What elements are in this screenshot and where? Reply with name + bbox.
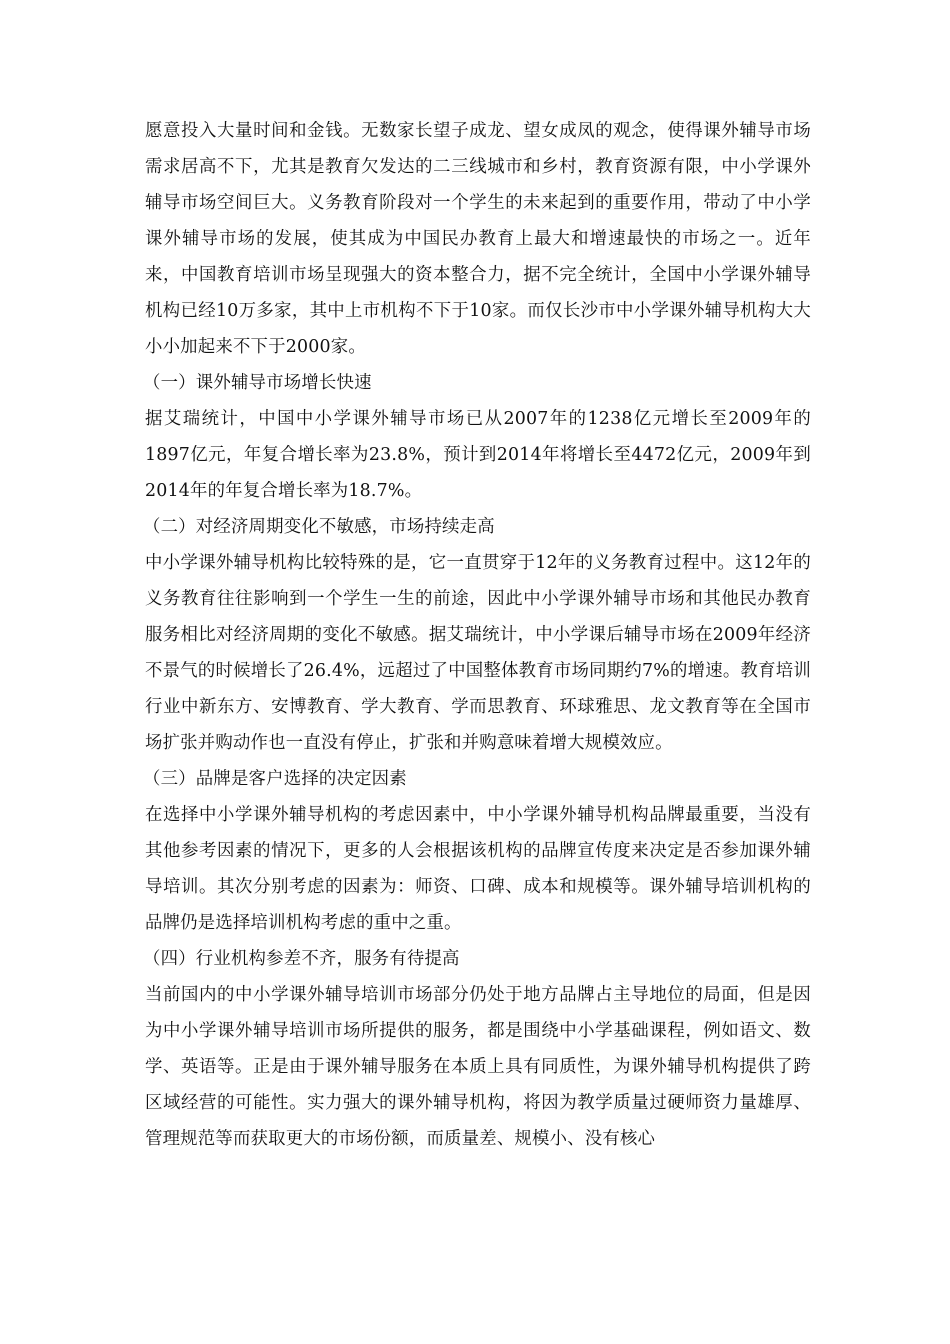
section-heading-3: （三）品牌是客户选择的决定因素 (143, 769, 407, 789)
paragraph-intro: 愿意投入大量时间和金钱。无数家长望子成龙、望女成凤的观念，使得课外辅导市场需求居高不下，尤其是教育欠发达的二三线城市和乡村，教育资源有限，中小学课外辅导市场空间巨大。义务教育阶段对一个学生的未来起到的重要作用，带动了中小学课外辅导市场的发展，使其成为中国民办教育上最大和增速最快的市场之一。近年来，中国教育培训市场呈现强大的资本整合力，据不完全统计，全国中小学课外辅导机构已经10万多家，其中上市机构不下于10家。而仅长沙市中小学课外辅导机构大大小小加起来不下于2000家。 (145, 121, 811, 357)
document-body (145, 113, 811, 1157)
paragraph-brand: 在选择中小学课外辅导机构的考虑因素中，中小学课外辅导机构品牌最重要，当没有其他参考因素的情况下，更多的人会根据该机构的品牌宣传度来决定是否参加课外辅导培训。其次分别考虑的因素为：师资、口碑、成本和规模等。课外辅导培训机构的品牌仍是选择培训机构考虑的重中之重。 (145, 805, 811, 933)
paragraph-growth: 据艾瑞统计，中国中小学课外辅导市场已从2007年的1238亿元增长至2009年的1897亿元，年复合增长率为23.8%，预计到2014年将增长至4472亿元，2009年到2014年的年复合增长率为18.7%。 (145, 409, 811, 501)
section-heading-1: （一）课外辅导市场增长快速 (143, 373, 372, 393)
paragraph-industry: 当前国内的中小学课外辅导培训市场部分仍处于地方品牌占主导地位的局面，但是因为中小学课外辅导培训市场所提供的服务，都是围绕中小学基础课程，例如语文、数学、英语等。正是由于课外辅导服务在本质上具有同质性，为课外辅导机构提供了跨区域经营的可能性。实力强大的课外辅导机构，将因为教学质量过硬师资力量雄厚、管理规范等而获取更大的市场份额，而质量差、规模小、没有核心 (145, 985, 811, 1149)
section-heading-2: （二）对经济周期变化不敏感，市场持续走高 (143, 517, 495, 537)
paragraph-economic-cycle: 中小学课外辅导机构比较特殊的是，它一直贯穿于12年的义务教育过程中。这12年的义务教育往往影响到一个学生一生的前途，因此中小学课外辅导市场和其他民办教育服务相比对经济周期的变化不敏感。据艾瑞统计，中小学课后辅导市场在2009年经济不景气的时候增长了26.4%，远超过了中国整体教育市场同期约7%的增速。教育培训行业中新东方、安博教育、学大教育、学而思教育、环球雅思、龙文教育等在全国市场扩张并购动作也一直没有停止，扩张和并购意味着增大规模效应。 (145, 553, 811, 753)
section-heading-4: （四）行业机构参差不齐，服务有待提高 (143, 949, 460, 969)
